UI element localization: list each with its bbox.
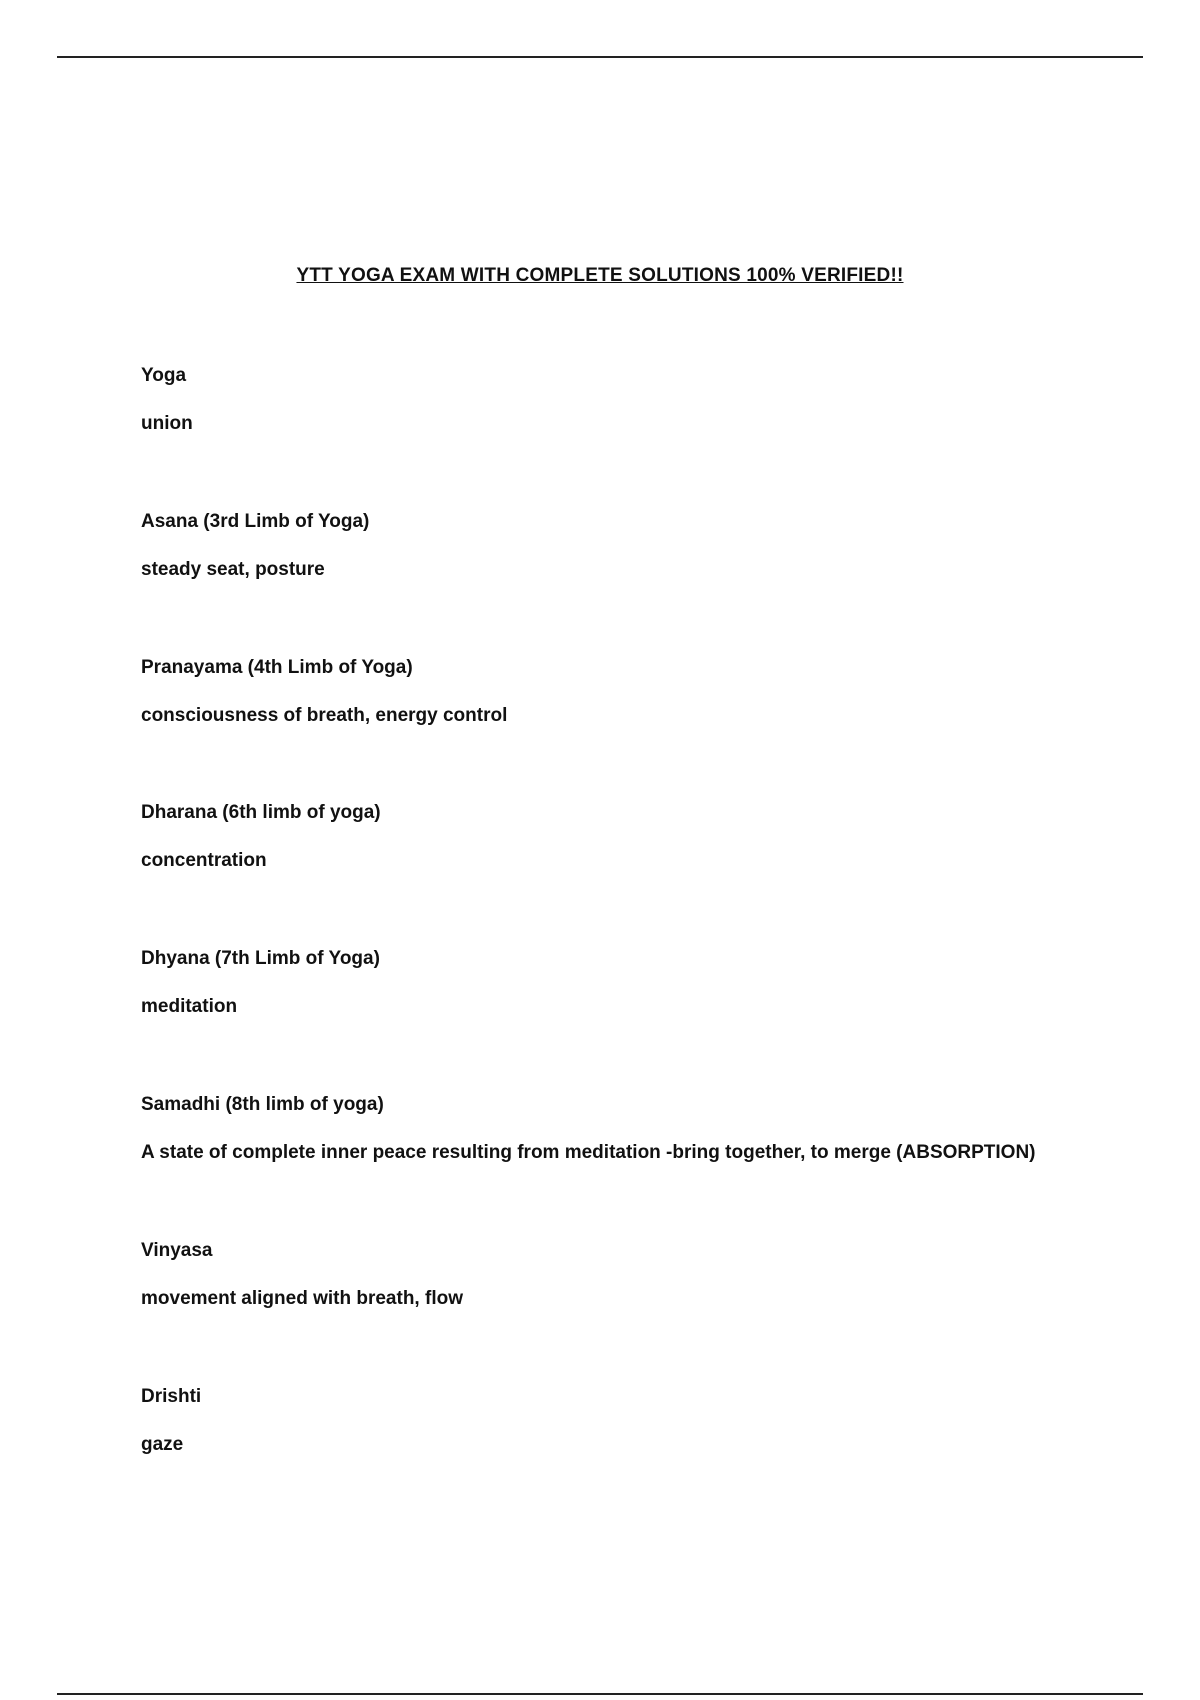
definition: concentration — [141, 850, 267, 871]
term: Yoga — [141, 365, 187, 386]
term: Vinyasa — [141, 1240, 213, 1261]
definition: movement aligned with breath, flow — [141, 1288, 463, 1309]
term: Asana (3rd Limb of Yoga) — [141, 511, 370, 532]
document-title: YTT YOGA EXAM WITH COMPLETE SOLUTIONS 100% VERIFIED!! — [296, 265, 904, 286]
qa-item — [141, 1237, 1041, 1313]
qa-item — [141, 799, 1041, 875]
qa-item — [141, 1383, 1041, 1459]
question-answer-list — [141, 362, 1041, 1459]
qa-item — [141, 508, 1041, 584]
definition: meditation — [141, 996, 238, 1017]
definition: gaze — [141, 1434, 184, 1455]
definition: steady seat, posture — [141, 559, 325, 580]
term: Dhyana (7th Limb of Yoga) — [141, 948, 380, 969]
term: Dharana (6th limb of yoga) — [141, 802, 381, 823]
qa-item — [141, 362, 1041, 438]
definition: A state of complete inner peace resulting from meditation -bring together, to merge (ABSORPTION) — [141, 1142, 1036, 1163]
qa-item — [141, 1091, 1041, 1167]
term: Samadhi (8th limb of yoga) — [141, 1094, 384, 1115]
term: Drishti — [141, 1386, 202, 1407]
term: Pranayama (4th Limb of Yoga) — [141, 657, 413, 678]
bottom-divider — [57, 1693, 1143, 1695]
qa-item — [141, 945, 1041, 1021]
top-divider — [57, 56, 1143, 58]
qa-item — [141, 654, 1041, 730]
definition: union — [141, 413, 193, 434]
definition: consciousness of breath, energy control — [141, 705, 508, 726]
